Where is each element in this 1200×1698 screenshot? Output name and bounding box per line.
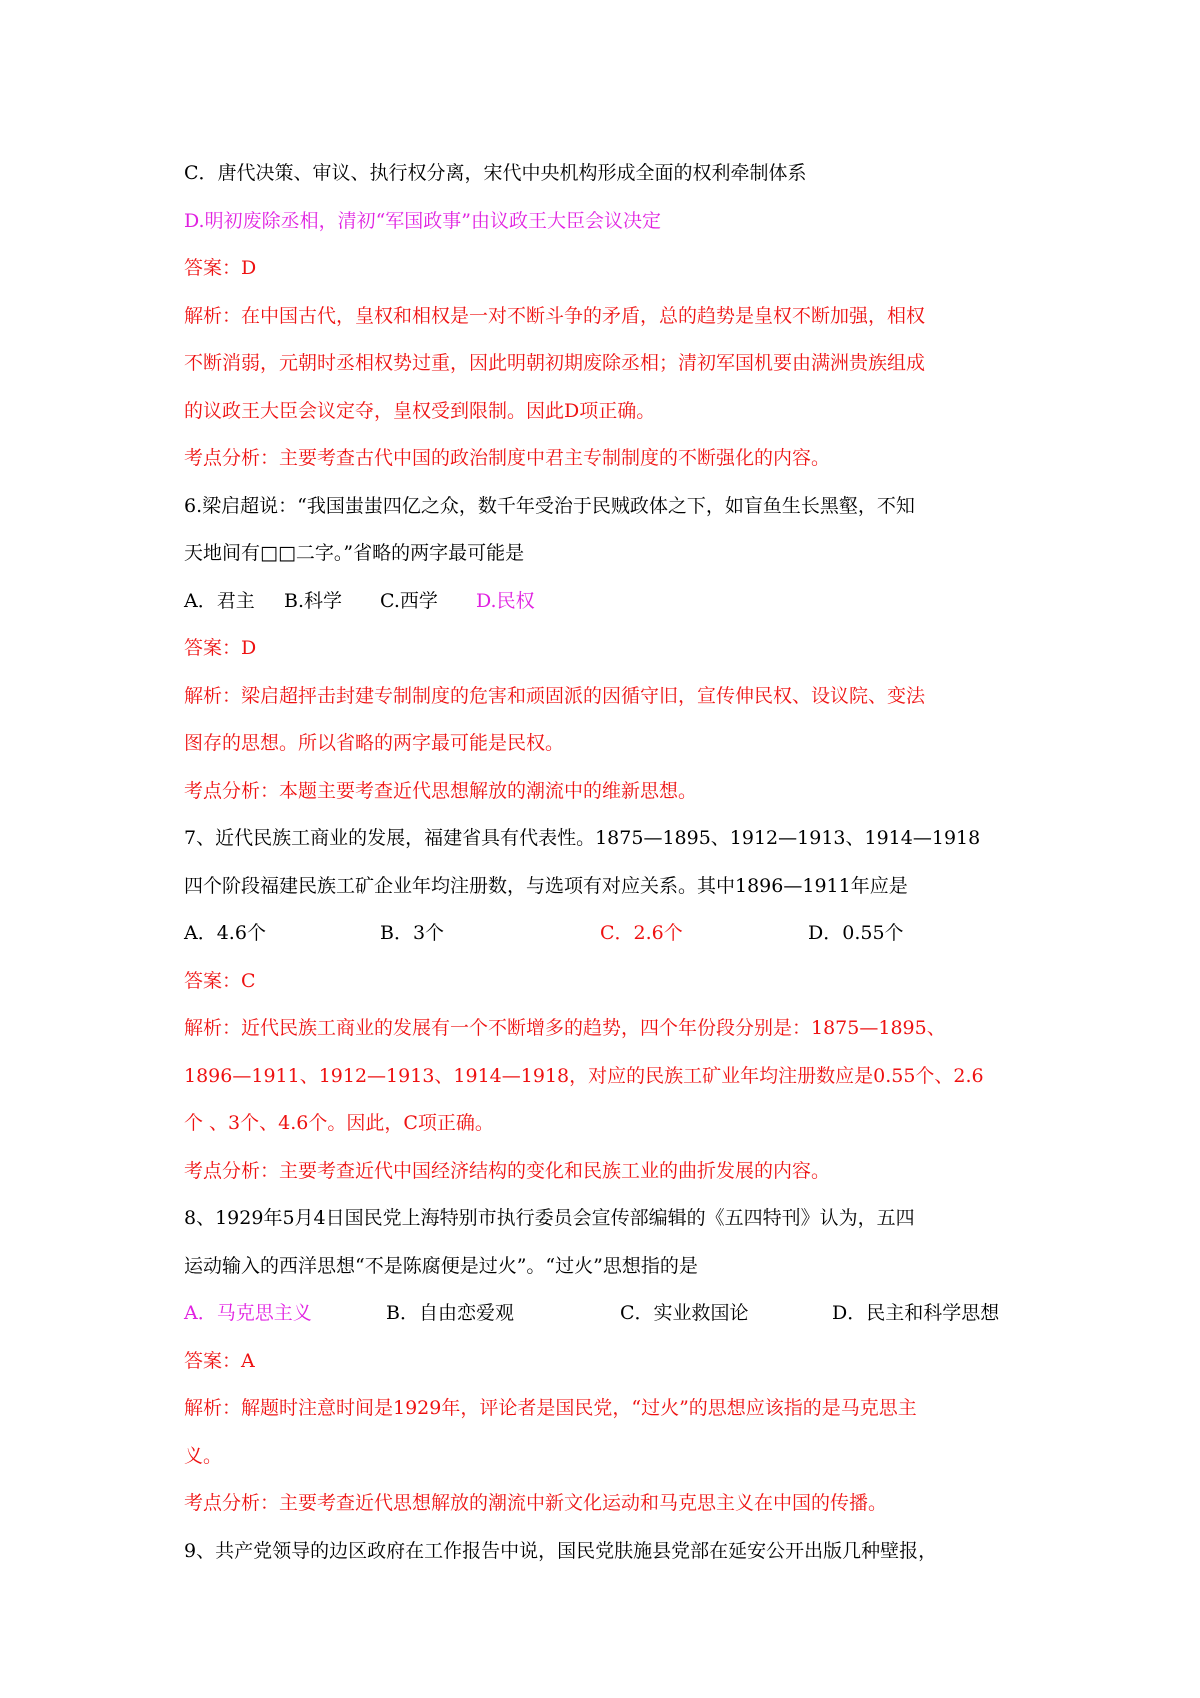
q6-option-c: C.西学 xyxy=(380,589,438,612)
q8-stem-line: 8、1929年5月4日国民党上海特别市执行委员会宣传部编辑的《五四特刊》认为，五四 xyxy=(184,1207,915,1229)
q6-stem-line: 6.梁启超说：“我国蚩蚩四亿之众，数千年受治于民贼政体之下，如盲鱼生长黑壑，不知 xyxy=(184,494,915,517)
q8-option-c: C．实业救国论 xyxy=(620,1302,749,1324)
q8-stem-line: 运动输入的西洋思想“不是陈腐便是过火”。“过火”思想指的是 xyxy=(184,1254,698,1277)
q8-answer: 答案：A xyxy=(184,1349,255,1372)
q7-option-c: C．2.6个 xyxy=(600,922,683,944)
q8-option-a: A．马克思主义 xyxy=(184,1302,312,1324)
q8-analysis-line: 解析：解题时注意时间是1929年，评论者是国民党，“过火”的思想应该指的是马克思主 xyxy=(184,1397,917,1419)
q7-option-d: D．0.55个 xyxy=(808,922,904,944)
q6-option-b: B.科学 xyxy=(284,589,343,612)
q8-options xyxy=(184,1290,1036,1338)
q6-option-d: D.民权 xyxy=(476,589,535,612)
q6-stem-line: 天地间有□□二字。”省略的两字最可能是 xyxy=(184,542,525,564)
q7-option-b: B．3个 xyxy=(380,922,445,944)
q6-point-analysis: 考点分析：本题主要考查近代思想解放的潮流中的维新思想。 xyxy=(184,779,698,802)
q5-answer: 答案：D xyxy=(184,257,257,279)
q6-options xyxy=(184,578,1036,626)
q5-option-c: C．唐代决策、审议、执行权分离，宋代中央机构形成全面的权利牵制体系 xyxy=(184,162,807,184)
q5-analysis-line: 解析：在中国古代，皇权和相权是一对不断斗争的矛盾，总的趋势是皇权不断加强，相权 xyxy=(184,304,926,327)
q7-answer: 答案：C xyxy=(184,969,256,992)
q7-option-a: A．4.6个 xyxy=(184,922,266,944)
q6-analysis-line: 图存的思想。所以省略的两字最可能是民权。 xyxy=(184,732,565,754)
q7-analysis-line: 解析：近代民族工商业的发展有一个不断增多的趋势，四个年份段分别是：1875—1895、 xyxy=(184,1017,946,1039)
q5-option-d: D.明初废除丞相，清初“军国政事”由议政王大臣会议决定 xyxy=(184,209,662,232)
q5-analysis-line: 不断消弱，元朝时丞相权势过重，因此明朝初期废除丞相；清初军国机要由满洲贵族组成 xyxy=(184,352,926,374)
q7-stem-line: 7、近代民族工商业的发展，福建省具有代表性。1875—1895、1912—1913、1914—1918 xyxy=(184,827,981,849)
q9-stem-line: 9、共产党领导的边区政府在工作报告中说，国民党肤施县党部在延安公开出版几种壁报， xyxy=(184,1539,938,1562)
q8-option-d: D．民主和科学思想 xyxy=(832,1302,1000,1324)
q5-point-analysis: 考点分析：主要考查古代中国的政治制度中君主专制制度的不断强化的内容。 xyxy=(184,447,831,469)
q8-point-analysis: 考点分析：主要考查近代思想解放的潮流中新文化运动和马克思主义在中国的传播。 xyxy=(184,1492,888,1514)
q8-analysis-line: 义。 xyxy=(184,1444,223,1467)
q6-option-a: A．君主 xyxy=(184,589,255,612)
q5-analysis-line: 的议政王大臣会议定夺，皇权受到限制。因此D项正确。 xyxy=(184,399,656,422)
q7-point-analysis: 考点分析：主要考查近代中国经济结构的变化和民族工业的曲折发展的内容。 xyxy=(184,1159,831,1182)
q7-stem-line: 四个阶段福建民族工矿企业年均注册数，与选项有对应关系。其中1896—1911年应是 xyxy=(184,874,908,897)
q6-analysis-line: 解析：梁启超抨击封建专制制度的危害和顽固派的因循守旧，宣传伸民权、设议院、变法 xyxy=(184,684,926,707)
q7-options xyxy=(184,910,1036,958)
q7-analysis-line: 1896—1911、1912—1913、1914—1918，对应的民族工矿业年均注册数应是0.55个、2.6 xyxy=(184,1064,984,1087)
q8-option-b: B．自由恋爱观 xyxy=(386,1302,514,1324)
q7-analysis-line: 个 、3个、4.6个。因此，C项正确。 xyxy=(184,1112,494,1134)
document-body xyxy=(184,150,1036,1575)
q6-answer: 答案：D xyxy=(184,637,257,659)
